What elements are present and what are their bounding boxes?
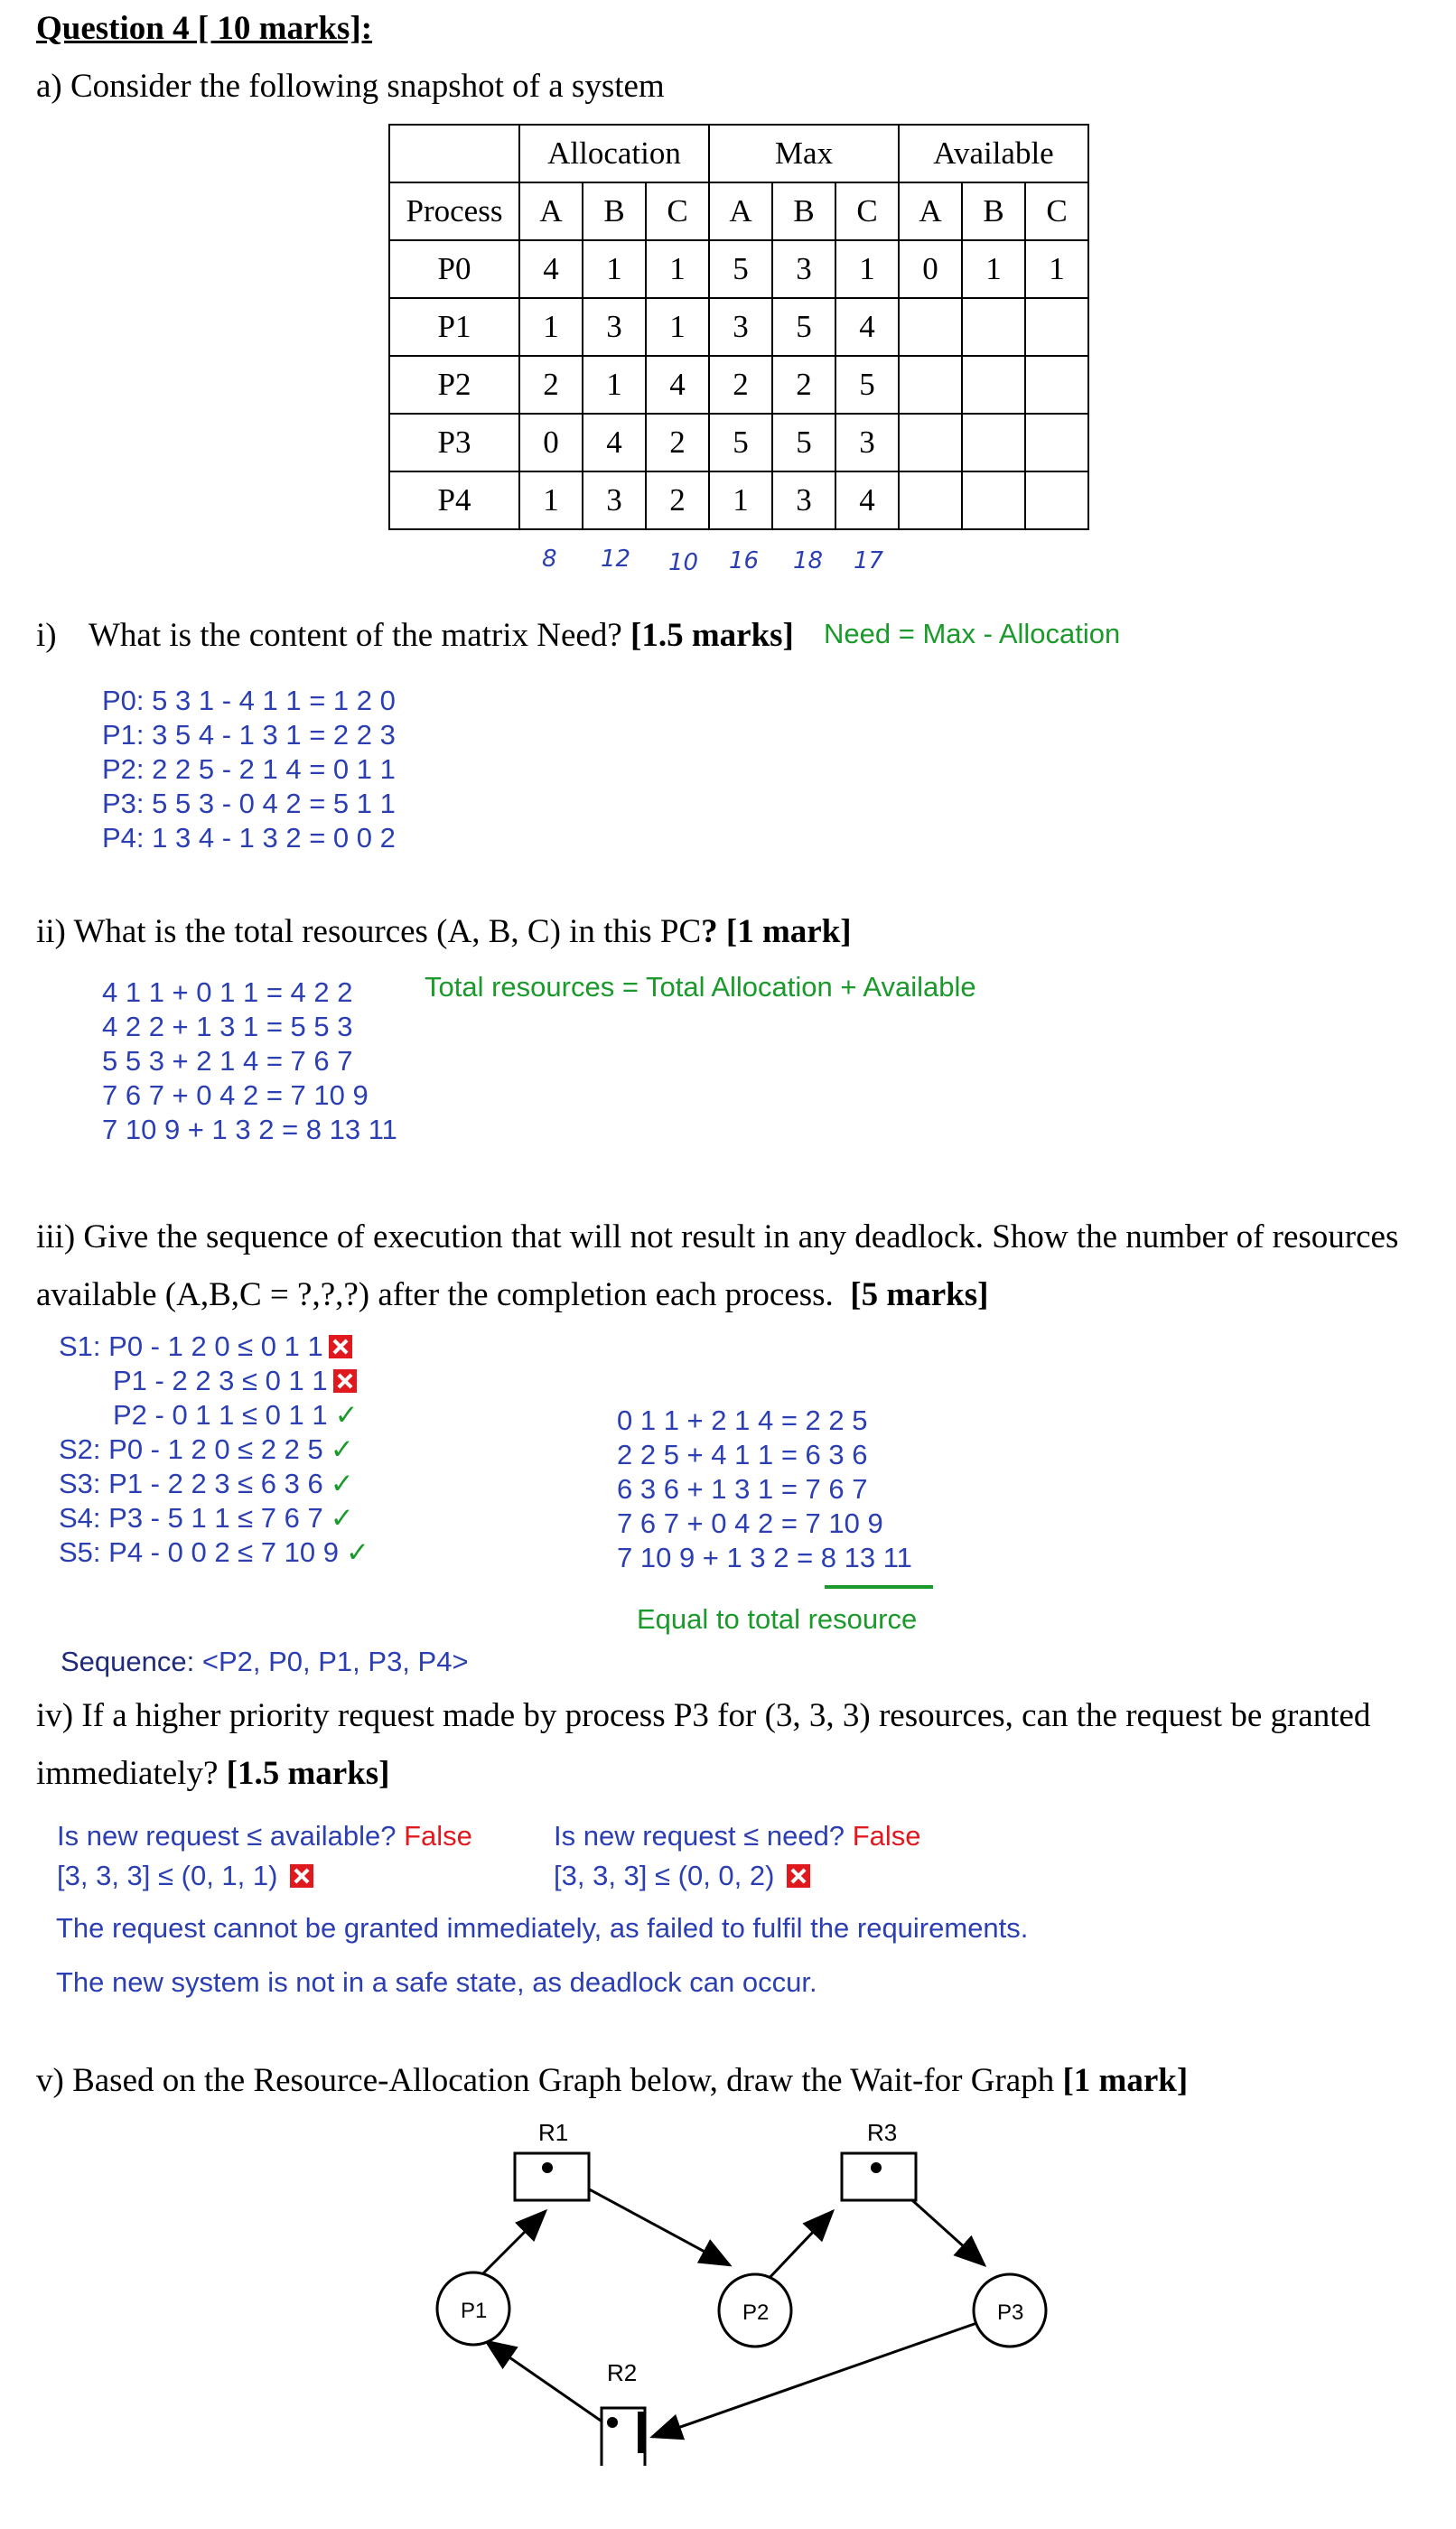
resource-r1-box — [515, 2153, 589, 2200]
value-cell: 1 — [835, 240, 899, 298]
need-line: P2: 2 2 5 - 2 1 4 = 0 1 1 — [102, 753, 396, 785]
step-line — [59, 1535, 369, 1570]
table-row — [389, 471, 1088, 529]
r2-instance-bar — [638, 2412, 645, 2453]
conclusion-1: The request cannot be granted immediately, as failed to fulfil the requirements. — [56, 1912, 1029, 1944]
part-v-question-text: v) Based on the Resource-Allocation Graph below, draw the Wait-for Graph — [36, 2062, 1055, 2099]
check1-result: False — [404, 1820, 472, 1852]
value-cell: 1 — [583, 240, 646, 298]
check-icon: ✓ — [330, 1468, 354, 1500]
column-sum: 17 — [854, 547, 884, 574]
part-iv-line2-text: immediately? — [36, 1755, 219, 1792]
question-title: Question 4 [ 10 marks]: — [36, 10, 373, 47]
value-cell: 1 — [1025, 240, 1088, 298]
sub-header: B — [962, 182, 1025, 240]
value-cell — [962, 356, 1025, 414]
check-icon: ✓ — [330, 1433, 354, 1466]
check-icon: ✓ — [334, 1399, 359, 1432]
total-line: 5 5 3 + 2 1 4 = 7 6 7 — [102, 1045, 353, 1077]
equal-note: Equal to total resource — [637, 1603, 918, 1635]
part-ii-question-text: ii) What is the total resources (A, B, C) in this PC — [36, 913, 702, 950]
sequence-label: Sequence: — [61, 1646, 195, 1677]
value-cell — [899, 414, 962, 471]
value-cell: 4 — [519, 240, 583, 298]
step-line — [59, 1364, 369, 1398]
process-cell: P3 — [389, 414, 519, 471]
value-cell: 5 — [772, 298, 835, 356]
step-line — [59, 1432, 369, 1467]
step-text: S4: P3 - 5 1 1 ≤ 7 6 7 — [59, 1502, 323, 1534]
sequence-value: <P2, P0, P1, P3, P4> — [201, 1646, 469, 1677]
value-cell — [962, 414, 1025, 471]
part-i-question — [89, 616, 794, 655]
value-cell: 4 — [835, 298, 899, 356]
sub-header: A — [519, 182, 583, 240]
table-row — [389, 240, 1088, 298]
part-ii-qmark: ? — [701, 913, 718, 950]
value-cell: 1 — [646, 240, 709, 298]
need-line: P0: 5 3 1 - 4 1 1 = 1 2 0 — [102, 685, 396, 716]
cross-icon — [290, 1864, 313, 1888]
part-iv-marks: [1.5 marks] — [226, 1755, 390, 1792]
r1-instance-dot — [542, 2162, 553, 2173]
value-cell: 1 — [962, 240, 1025, 298]
step-text: S3: P1 - 2 2 3 ≤ 6 3 6 — [59, 1468, 323, 1499]
process-cell: P1 — [389, 298, 519, 356]
sub-header: C — [835, 182, 899, 240]
column-sum: 16 — [729, 547, 760, 574]
need-hint: Need = Max - Allocation — [824, 618, 1121, 649]
resource-r3-box — [842, 2153, 916, 2200]
step-line — [59, 1467, 369, 1501]
value-cell: 3 — [583, 298, 646, 356]
value-cell — [1025, 298, 1088, 356]
check-line — [554, 1819, 921, 1853]
cross-icon — [333, 1369, 357, 1393]
value-cell — [899, 471, 962, 529]
part-iii-line1: iii) Give the sequence of execution that will not result in any deadlock. Show the number of resources — [36, 1218, 1399, 1255]
snapshot-table — [388, 124, 1089, 530]
sum-line: 0 1 1 + 2 1 4 = 2 2 5 — [617, 1404, 868, 1436]
header-available: Available — [899, 125, 1088, 182]
step-text: S2: P0 - 1 2 0 ≤ 2 2 5 — [59, 1433, 323, 1465]
value-cell: 2 — [646, 471, 709, 529]
total-line: 7 6 7 + 0 4 2 = 7 10 9 — [102, 1079, 369, 1111]
value-cell: 3 — [709, 298, 772, 356]
safety-steps — [59, 1330, 369, 1570]
edge-p3-r2 — [652, 2314, 1003, 2437]
resource-allocation-graph — [425, 2104, 1075, 2466]
process-cell: P0 — [389, 240, 519, 298]
label-p3: P3 — [997, 2300, 1024, 2325]
value-cell: 1 — [519, 471, 583, 529]
column-sum: 10 — [668, 549, 699, 576]
conclusion-2: The new system is not in a safe state, as deadlock can occur. — [56, 1966, 817, 1998]
value-cell: 0 — [519, 414, 583, 471]
part-iv-line2 — [36, 1754, 390, 1793]
label-r1: R1 — [538, 2119, 569, 2146]
check-line — [57, 1819, 472, 1853]
check1-expr: [3, 3, 3] ≤ (0, 1, 1) — [57, 1860, 278, 1891]
sub-header: A — [899, 182, 962, 240]
part-v-question — [36, 2061, 1188, 2100]
header-process: Process — [389, 182, 519, 240]
value-cell: 2 — [646, 414, 709, 471]
total-line: 4 2 2 + 1 3 1 = 5 5 3 — [102, 1011, 353, 1042]
value-cell: 0 — [899, 240, 962, 298]
part-a-intro: a) Consider the following snapshot of a system — [36, 68, 665, 105]
value-cell: 3 — [583, 471, 646, 529]
total-answers — [102, 975, 397, 1147]
value-cell: 3 — [772, 471, 835, 529]
sub-header: C — [646, 182, 709, 240]
check2-question: Is new request ≤ need? — [554, 1820, 845, 1852]
check-available — [57, 1819, 472, 1893]
cross-icon — [787, 1864, 810, 1888]
sub-header: A — [709, 182, 772, 240]
total-hint: Total resources = Total Allocation + Available — [425, 971, 976, 1003]
header-allocation: Allocation — [519, 125, 709, 182]
total-underline — [825, 1585, 933, 1589]
column-sum: 8 — [542, 546, 557, 573]
edge-p1-r1 — [481, 2211, 546, 2276]
part-iii-marks: [5 marks] — [850, 1276, 989, 1313]
value-cell: 5 — [709, 414, 772, 471]
part-iii-line2-text: available (A,B,C = ?,?,?) after the completion each process. — [36, 1276, 834, 1313]
check-line — [57, 1859, 472, 1893]
label-p2: P2 — [742, 2300, 770, 2325]
need-answers — [102, 684, 396, 855]
check2-expr: [3, 3, 3] ≤ (0, 0, 2) — [554, 1860, 775, 1891]
step-text: S5: P4 - 0 0 2 ≤ 7 10 9 — [59, 1536, 339, 1568]
column-sum: 12 — [601, 546, 631, 573]
value-cell — [899, 298, 962, 356]
value-cell: 4 — [835, 471, 899, 529]
value-cell — [962, 298, 1025, 356]
value-cell: 2 — [709, 356, 772, 414]
step-line — [59, 1398, 369, 1432]
value-cell: 3 — [772, 240, 835, 298]
part-ii-marks: [1 mark] — [725, 913, 852, 950]
value-cell: 3 — [835, 414, 899, 471]
sub-header: B — [772, 182, 835, 240]
sub-header: B — [583, 182, 646, 240]
value-cell: 1 — [583, 356, 646, 414]
value-cell: 2 — [519, 356, 583, 414]
sub-header: C — [1025, 182, 1088, 240]
value-cell: 1 — [519, 298, 583, 356]
total-line: 7 10 9 + 1 3 2 = 8 13 11 — [102, 1114, 397, 1145]
sum-line: 6 3 6 + 1 3 1 = 7 6 7 — [617, 1473, 868, 1505]
step-line — [59, 1501, 369, 1535]
part-iii-line2 — [36, 1275, 988, 1314]
label-r2: R2 — [607, 2359, 638, 2386]
cross-icon — [329, 1335, 352, 1358]
process-cell: P4 — [389, 471, 519, 529]
value-cell — [1025, 471, 1088, 529]
value-cell: 1 — [709, 471, 772, 529]
label-p1: P1 — [461, 2299, 488, 2323]
need-line: P4: 1 3 4 - 1 3 2 = 0 0 2 — [102, 822, 396, 854]
part-i-question-text: What is the content of the matrix Need? — [89, 617, 622, 654]
total-line: 4 1 1 + 0 1 1 = 4 2 2 — [102, 976, 353, 1008]
check-icon: ✓ — [346, 1536, 369, 1569]
need-line: P3: 5 5 3 - 0 4 2 = 5 1 1 — [102, 788, 396, 819]
check-line — [554, 1859, 921, 1893]
step-line — [59, 1330, 369, 1364]
header-max: Max — [709, 125, 899, 182]
step-text: S1: P0 - 1 2 0 ≤ 0 1 1 — [59, 1330, 323, 1362]
step-text: P1 - 2 2 3 ≤ 0 1 1 — [113, 1365, 328, 1396]
check1-question: Is new request ≤ available? — [57, 1820, 397, 1852]
value-cell: 5 — [772, 414, 835, 471]
value-cell: 4 — [583, 414, 646, 471]
check-icon: ✓ — [330, 1502, 354, 1535]
value-cell — [1025, 356, 1088, 414]
need-line: P1: 3 5 4 - 1 3 1 = 2 2 3 — [102, 719, 396, 751]
check-need — [554, 1819, 921, 1893]
edge-r2-p1 — [486, 2341, 603, 2422]
r3-instance-dot — [871, 2162, 882, 2173]
table-row — [389, 414, 1088, 471]
process-cell: P2 — [389, 356, 519, 414]
part-i-number: i) — [36, 617, 57, 654]
sum-line: 2 2 5 + 4 1 1 = 6 3 6 — [617, 1439, 868, 1470]
value-cell: 5 — [835, 356, 899, 414]
table-row — [389, 356, 1088, 414]
available-sums — [617, 1404, 912, 1575]
r2-instance-dot — [607, 2417, 618, 2428]
value-cell: 5 — [709, 240, 772, 298]
value-cell — [899, 356, 962, 414]
part-ii-question — [36, 912, 852, 951]
part-i-marks: [1.5 marks] — [630, 617, 794, 654]
value-cell — [962, 471, 1025, 529]
value-cell — [1025, 414, 1088, 471]
table-row — [389, 298, 1088, 356]
value-cell: 1 — [646, 298, 709, 356]
sum-line: 7 10 9 + 1 3 2 = 8 13 11 — [617, 1542, 912, 1573]
step-text: P2 - 0 1 1 ≤ 0 1 1 — [113, 1399, 328, 1431]
edge-p2-r3 — [766, 2211, 833, 2282]
sum-line: 7 6 7 + 0 4 2 = 7 10 9 — [617, 1507, 883, 1539]
value-cell: 4 — [646, 356, 709, 414]
part-v-marks: [1 mark] — [1062, 2062, 1189, 2099]
check2-result: False — [852, 1820, 921, 1852]
label-r3: R3 — [867, 2119, 898, 2146]
column-sum: 18 — [793, 547, 824, 574]
part-iv-line1: iv) If a higher priority request made by process P3 for (3, 3, 3) resources, can the request be granted — [36, 1697, 1371, 1734]
sequence-line — [61, 1646, 469, 1678]
value-cell: 2 — [772, 356, 835, 414]
